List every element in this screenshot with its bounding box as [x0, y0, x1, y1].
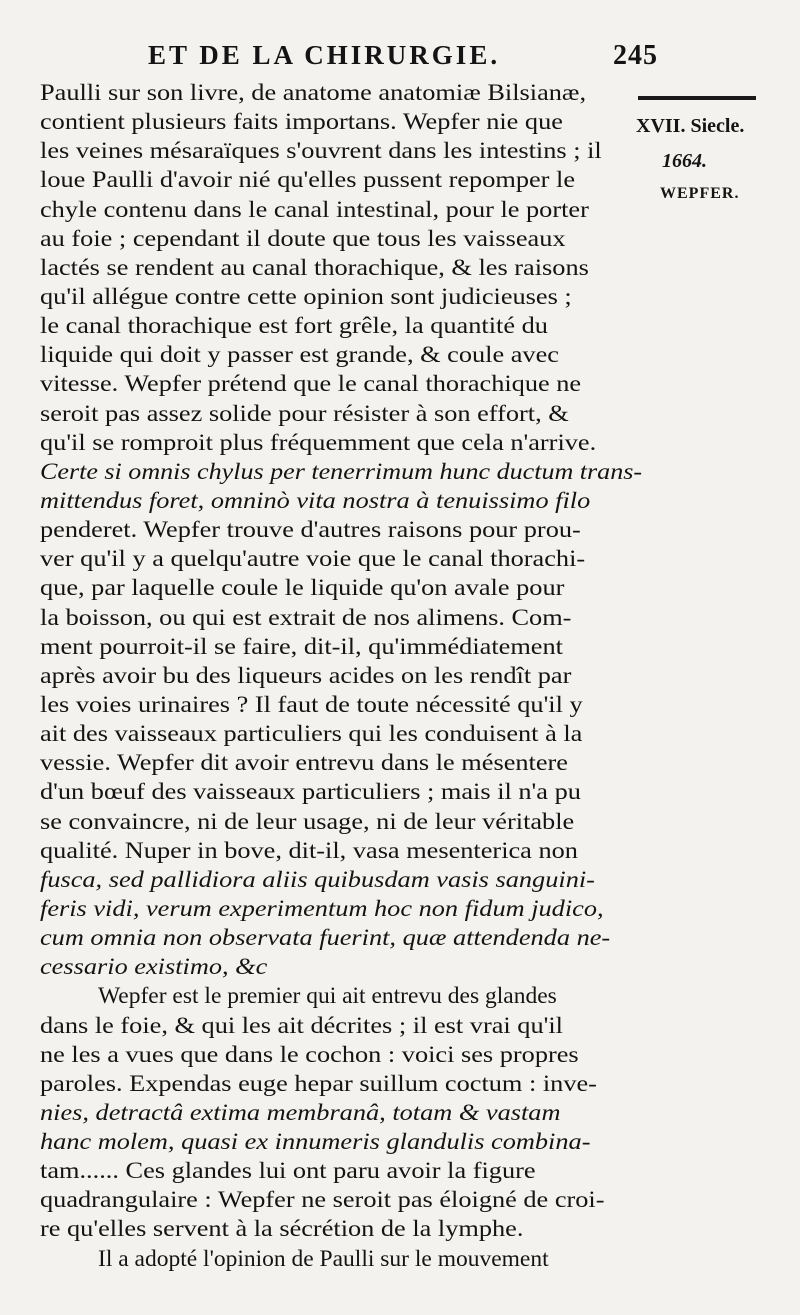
text-line [40, 79, 642, 108]
text-line-latin [40, 895, 642, 924]
text-line [40, 108, 642, 137]
text-line-content: que, par laquelle coule le liquide qu'on avale pour [40, 575, 565, 602]
text-line-latin [40, 1099, 642, 1128]
text-line-content: loue Paulli d'avoir nié qu'elles pussent repomper le [40, 167, 576, 194]
text-line [40, 1186, 642, 1215]
text-line-content: dans le foie, & qui les ait décrites ; il est vrai qu'il [40, 1012, 563, 1039]
text-line-content: qu'il se romproit plus fréquemment que cela n'arrive. [40, 429, 597, 456]
text-line-latin [40, 866, 642, 895]
text-line-content: fusca, sed pallidiora aliis quibusdam vasis sanguini- [40, 866, 595, 893]
margin-note-name: WEPFER. [660, 185, 740, 202]
text-line-latin [40, 953, 642, 982]
text-line-content: après avoir bu des liqueurs acides on les rendît par [40, 662, 572, 689]
text-line [40, 837, 642, 866]
text-line-content: ne les a vues que dans le cochon : voici ses propres [40, 1041, 579, 1068]
text-line-content: les voies urinaires ? Il faut de toute nécessité qu'il y [40, 691, 583, 718]
text-line-content: les veines mésaraïques s'ouvrent dans les intestins ; il [40, 138, 602, 165]
text-line-content: vitesse. Wepfer prétend que le canal thorachique ne [40, 371, 582, 398]
text-line [40, 312, 642, 341]
text-line [40, 604, 642, 633]
margin-note-year: 1664. [662, 150, 707, 172]
text-line-content: Wepfer est le premier qui ait entrevu des glandes [98, 983, 557, 1010]
text-line [40, 1157, 642, 1186]
text-line [40, 1215, 642, 1244]
text-line-latin [40, 924, 642, 953]
text-line-content: liquide qui doit y passer est grande, & coule avec [40, 342, 559, 369]
text-line-latin [40, 458, 642, 487]
text-line [40, 254, 642, 283]
text-line-content: qu'il allégue contre cette opinion sont judicieuses ; [40, 283, 572, 310]
text-line-content: Certe si omnis chylus per tenerrimum hunc ductum trans- [40, 458, 643, 485]
text-line [40, 691, 642, 720]
text-line-content: lactés se rendent au canal thorachique, & les raisons [40, 254, 589, 281]
text-line-content: ment pourroit-il se faire, dit-il, qu'immédiatement [40, 633, 563, 660]
text-line [40, 429, 642, 458]
text-line-content: quadrangulaire : Wepfer ne seroit pas éloigné de croi- [40, 1187, 605, 1214]
text-line [40, 1041, 642, 1070]
paragraph-first-line [40, 982, 642, 1011]
text-line [40, 516, 642, 545]
text-line-content: vessie. Wepfer dit avoir entrevu dans le mésentere [40, 750, 568, 777]
margin-note-century: XVII. Siecle. [636, 115, 745, 137]
text-line [40, 166, 642, 195]
text-line [40, 749, 642, 778]
text-line-content: cessario existimo, &c [40, 954, 268, 981]
text-line-content: hanc molem, quasi ex innumeris glandulis combina- [40, 1129, 591, 1156]
text-line-content: nies, detractâ extima membranâ, totam & vastam [40, 1099, 561, 1126]
text-line [40, 808, 642, 837]
text-line-latin [40, 487, 642, 516]
text-line-content: feris vidi, verum experimentum hoc non fidum judico, [40, 895, 604, 922]
text-line-content: se convaincre, ni de leur usage, ni de leur véritable [40, 808, 575, 835]
text-line [40, 225, 642, 254]
text-line-content: d'un bœuf des vaisseaux particuliers ; mais il n'a pu [40, 779, 581, 806]
text-line [40, 370, 642, 399]
text-line-content: tam...... Ces glandes lui ont paru avoir la figure [40, 1158, 536, 1185]
text-line-content: qualité. Nuper in bove, dit-il, vasa mesenterica non [40, 837, 578, 864]
main-text [40, 79, 642, 1274]
text-line [40, 1070, 642, 1099]
text-line-content: ait des vaisseaux particuliers qui les conduisent à la [40, 721, 583, 748]
text-line-content: la boisson, ou qui est extrait de nos alimens. Com- [40, 604, 572, 631]
text-line-content: contient plusieurs faits importans. Wepfer nie que [40, 109, 563, 136]
margin-rule [638, 96, 756, 100]
text-line-content: ver qu'il y a quelqu'autre voie que le canal thorachi- [40, 546, 586, 573]
text-line-content: Paulli sur son livre, de anatome anatomiæ Bilsianæ, [40, 80, 587, 106]
text-line-latin [40, 1128, 642, 1157]
text-line-content: seroit pas assez solide pour résister à son effort, & [40, 400, 569, 427]
text-line-content: paroles. Expendas euge hepar suillum coctum : inve- [40, 1070, 597, 1097]
text-line-content: re qu'elles servent à la sécrétion de la lymphe. [40, 1216, 524, 1243]
paragraph-first-line [40, 1245, 642, 1274]
text-line [40, 400, 642, 429]
text-line [40, 545, 642, 574]
text-line-content: penderet. Wepfer trouve d'autres raisons pour prou- [40, 517, 581, 544]
running-head-title: ET DE LA CHIRURGIE. [148, 40, 501, 70]
text-line [40, 633, 642, 662]
text-line-content: mittendus foret, omninò vita nostra à tenuissimo filo [40, 487, 591, 514]
text-line-content: Il a adopté l'opinion de Paulli sur le mouvement [98, 1245, 549, 1272]
text-line [40, 574, 642, 603]
text-line-content: au foie ; cependant il doute que tous les vaisseaux [40, 225, 566, 252]
text-line [40, 341, 642, 370]
text-line [40, 196, 642, 225]
text-line [40, 283, 642, 312]
text-line [40, 778, 642, 807]
text-line [40, 1012, 642, 1041]
text-line [40, 137, 642, 166]
text-line-content: chyle contenu dans le canal intestinal, pour le porter [40, 196, 589, 223]
text-line-content: cum omnia non observata fuerint, quæ attendenda ne- [40, 925, 611, 952]
page-number: 245 [613, 40, 658, 71]
text-line [40, 662, 642, 691]
text-line [40, 720, 642, 749]
running-head [148, 40, 658, 76]
text-line-content: le canal thorachique est fort grêle, la quantité du [40, 313, 548, 340]
